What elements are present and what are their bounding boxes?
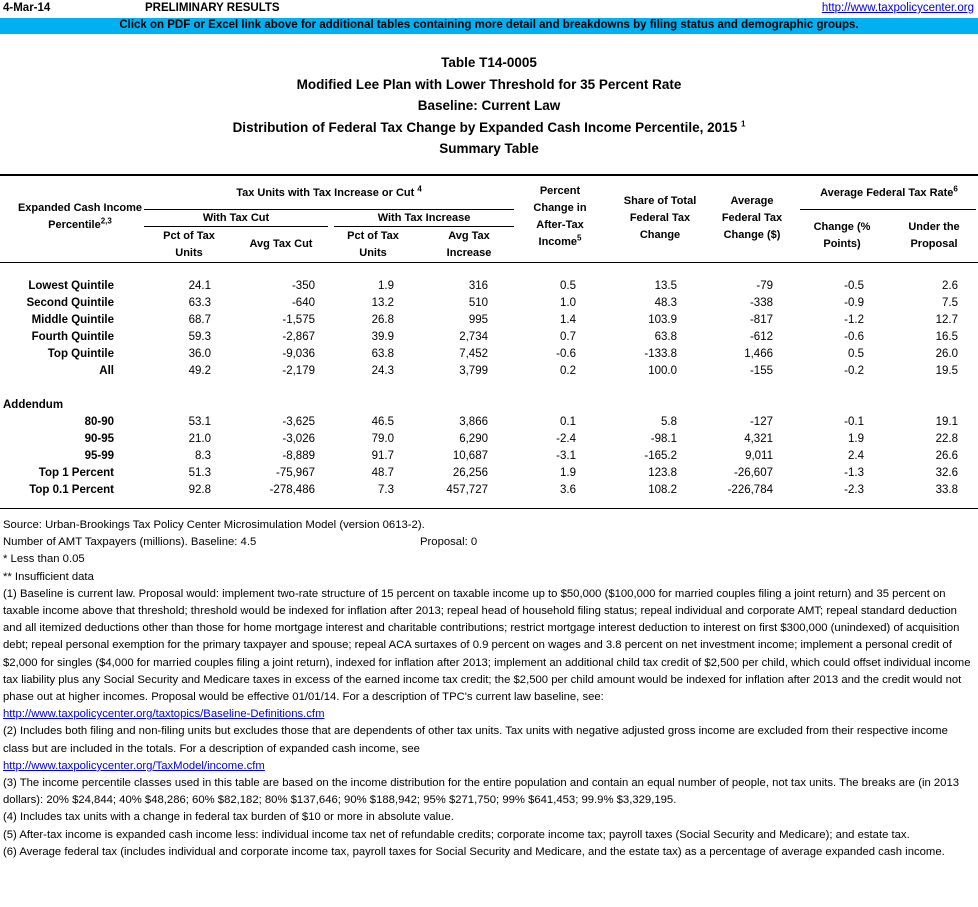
row-label: Second Quintile	[26, 297, 114, 309]
cell-value: 9,011	[745, 450, 773, 462]
site-link[interactable]: http://www.taxpolicycenter.org	[821, 2, 974, 14]
addendum-section	[0, 380, 958, 414]
cell-value: 3,866	[459, 416, 488, 428]
table-titles	[0, 52, 978, 160]
col-income-line2	[0, 217, 160, 234]
table-row	[0, 329, 958, 346]
footnote-6: (6) Average federal tax (includes individual and corporate income tax, payroll taxes for Social Security and Medicare, and the estate tax) as a percentage of average expanded cash income.	[3, 845, 945, 858]
row-label: 80-90	[84, 416, 114, 428]
table-row	[0, 465, 958, 482]
share-line2: Federal Tax	[629, 212, 691, 224]
table-row	[0, 295, 958, 312]
table-row	[0, 278, 958, 295]
cell-value: 51.3	[188, 467, 211, 479]
share-header	[608, 193, 712, 244]
cell-value: 1.9	[378, 280, 394, 292]
baseline-link[interactable]: http://www.taxpolicycenter.org/taxtopics/Baseline-Definitions.cfm	[3, 708, 325, 721]
cell-value: 995	[468, 314, 488, 326]
cell-value: 32.6	[935, 467, 958, 479]
distribution-title	[0, 117, 978, 139]
group1-text: Tax Units with Tax Increase or Cut	[236, 187, 415, 199]
cell-value: 53.1	[188, 416, 211, 428]
rate-rule	[800, 209, 976, 210]
rate-group-sup: 6	[953, 184, 958, 194]
cell-value: -2.4	[556, 433, 576, 445]
col-income-sup: 2,3	[100, 216, 112, 226]
cell-value: 19.5	[935, 365, 958, 377]
pct-cut-line1: Pct of Tax	[163, 230, 215, 242]
amt-baseline: Number of AMT Taxpayers (millions). Baseline: 4.5	[3, 536, 257, 549]
cell-value: 13.5	[654, 280, 677, 292]
info-banner	[0, 18, 978, 34]
rate-change-header	[800, 219, 884, 253]
row-label: Fourth Quintile	[31, 331, 114, 343]
cell-value: 92.8	[188, 484, 211, 496]
cell-value: 3.6	[560, 484, 576, 496]
cell-value: -612	[749, 331, 773, 343]
share-line1: Share of Total	[623, 195, 697, 207]
cell-value: 91.7	[371, 450, 394, 462]
under-proposal-line1: Under the	[908, 221, 960, 233]
row-label: Middle Quintile	[31, 314, 114, 326]
cell-value: -278,486	[269, 484, 315, 496]
cell-value: 16.5	[935, 331, 958, 343]
addendum-row	[0, 397, 958, 414]
status-label: PRELIMINARY RESULTS	[145, 2, 280, 14]
baseline-title: Baseline: Current Law	[417, 98, 561, 113]
cell-value: -0.9	[844, 297, 864, 309]
spacer-row	[0, 380, 958, 397]
header-bottom-rule	[0, 262, 978, 263]
row-label: All	[99, 365, 114, 377]
cell-value: -1,575	[282, 314, 315, 326]
cell-value: 1.4	[560, 314, 576, 326]
pct-cut-header	[144, 228, 234, 262]
group1-header	[144, 185, 514, 202]
share-line3: Change	[639, 229, 681, 241]
cell-value: 103.9	[648, 314, 677, 326]
cell-value: 63.8	[371, 348, 394, 360]
cell-value: -155	[749, 365, 773, 377]
insufficient-note: ** Insufficient data	[3, 570, 94, 583]
top-bar	[0, 0, 978, 17]
addendum-rows	[0, 414, 958, 499]
cell-value: -0.1	[844, 416, 864, 428]
rate-group-header	[800, 185, 978, 202]
cell-value: 36.0	[188, 348, 211, 360]
cell-value: 510	[468, 297, 488, 309]
cell-value: 108.2	[648, 484, 677, 496]
notes-section	[3, 517, 975, 861]
cell-value: -2.3	[844, 484, 864, 496]
summary-title: Summary Table	[439, 141, 539, 156]
cell-value: -75,967	[275, 467, 315, 479]
pct-change-sup: 5	[577, 233, 582, 243]
cell-value: -9,036	[282, 348, 315, 360]
footnote-1: (1) Baseline is current law. Proposal would: implement two-rate structure of 15 percent on taxable income up to $50,000 ($100,000 for married couples filing a joint return) and 35 percent on taxable income above that threshold; threshold would be indexed for inflation after 2013; repeal head of household filing status; repeal individual and corporate AMT; repeal standard deduction and all itemized deductions other than those for home mortgage interest and charitable contributions; restrict mortgage interest deduction to interest on first $300,000 (unindexed) of acquisition debt; repeal personal exemption for the primary taxpayer and spouse; repeal ACA surtaxes of 0.9 percent on wages and 3.8 percent on net investment income; implement a personal credit of $2,000 for singles ($4,000 for married couples filing a joint return), indexed for inflation after 2013; implement an additional child tax credit of $2,500 per child, which could offset individual income tax liability plus any Social Security and Medicare taxes in excess of the earned income tax credit; the $2,500 per child amount would be indexed for inflation after 2013 and the credit would not phase out at higher incomes. Proposal would be effective 01/01/14. For a description of TPC's current law baseline, see:	[3, 587, 971, 704]
main-rows	[0, 278, 958, 380]
pct-change-line3: After-Tax	[536, 219, 584, 231]
banner-text: Click on PDF or Excel link above for additional tables containing more detail and breakdowns by filing status and demographic groups.	[119, 19, 859, 31]
cell-value: 1.0	[560, 297, 576, 309]
col-income-line2-text: Percentile	[48, 219, 101, 231]
cell-value: -98.1	[650, 433, 677, 445]
cell-value: 7.3	[378, 484, 394, 496]
cell-value: 8.3	[195, 450, 211, 462]
cell-value: 79.0	[371, 433, 394, 445]
cell-value: 22.8	[935, 433, 958, 445]
cell-value: 13.2	[371, 297, 394, 309]
cell-value: 2,734	[459, 331, 488, 343]
cell-value: -640	[291, 297, 315, 309]
cell-value: 26.6	[935, 450, 958, 462]
cell-value: 26,256	[452, 467, 488, 479]
table-row	[0, 431, 958, 448]
rate-change-line1: Change (%	[813, 221, 871, 233]
cell-value: 10,687	[452, 450, 488, 462]
row-label: 95-99	[84, 450, 114, 462]
cell-value: -165.2	[644, 450, 677, 462]
cell-value: -1.2	[844, 314, 864, 326]
cell-value: -2,867	[282, 331, 315, 343]
cell-value: 33.8	[935, 484, 958, 496]
cell-value: 26.8	[371, 314, 394, 326]
addendum-label: Addendum	[3, 399, 64, 411]
cell-value: 1.9	[848, 433, 864, 445]
report-date: 4-Mar-14	[3, 2, 51, 14]
avg-inc-header	[424, 228, 514, 262]
pct-change-line1: Percent	[539, 185, 581, 197]
distribution-title-text: Distribution of Federal Tax Change by Expanded Cash Income Percentile, 2015	[232, 119, 738, 135]
cell-value: 1.9	[560, 467, 576, 479]
cell-value: -127	[749, 416, 773, 428]
footnote-3: (3) The income percentile classes used in this table are based on the income distribution for the entire population and contain an equal number of people, not tax units. The breaks are (in 2013 dollars): 20% $24,844; 40% $48,286; 60% $82,182; 80% $137,646; 90% $188,942; 95% $271,750; 99% $641,453; 99.9% $3,329,195.	[3, 777, 960, 807]
pct-change-header	[520, 183, 600, 251]
pct-inc-line1: Pct of Tax	[347, 230, 399, 242]
footnote-2: (2) Includes both filing and non-filing units but excludes those that are dependents of other tax units. Tax units with negative adjusted gross income are excluded from their respective income class but are included in the totals. For a description of expanded cash income, see	[3, 725, 948, 755]
rate-change-line2: Points)	[823, 238, 861, 250]
cell-value: 0.5	[560, 280, 576, 292]
cell-value: -8,889	[282, 450, 315, 462]
cell-value: 19.1	[935, 416, 958, 428]
cell-value: 21.0	[188, 433, 211, 445]
cell-value: 100.0	[648, 365, 677, 377]
footnote-4: (4) Includes tax units with a change in federal tax burden of $10 or more in absolute value.	[3, 811, 454, 824]
pct-cut-line2: Units	[175, 247, 203, 259]
distribution-title-sup: 1	[740, 119, 746, 128]
cell-value: -817	[749, 314, 773, 326]
avg-change-line2: Federal Tax	[721, 212, 783, 224]
table-title: Modified Lee Plan with Lower Threshold for 35 Percent Rate	[296, 76, 682, 92]
cell-value: -350	[291, 280, 315, 292]
cell-value: 24.1	[188, 280, 211, 292]
cell-value: 39.9	[371, 331, 394, 343]
data-table	[0, 278, 958, 499]
pct-change-line4-text: Income	[538, 236, 578, 248]
cell-value: -26,607	[733, 467, 773, 479]
pct-change-line4	[520, 234, 600, 251]
cell-value: 46.5	[371, 416, 394, 428]
table-row	[0, 448, 958, 465]
cell-value: 0.7	[560, 331, 576, 343]
table-bottom-rule	[0, 508, 978, 509]
cell-value: -79	[756, 280, 773, 292]
amt-proposal: Proposal: 0	[420, 536, 478, 549]
table-row	[0, 363, 958, 380]
row-label: Top 0.1 Percent	[29, 484, 114, 496]
pct-inc-header	[334, 228, 412, 262]
amt-note	[3, 534, 975, 551]
col-income-header	[0, 200, 160, 234]
table-row	[0, 414, 958, 431]
cell-value: 1,466	[744, 348, 773, 360]
cell-value: -133.8	[644, 348, 677, 360]
cell-value: -0.6	[844, 331, 864, 343]
cell-value: 63.3	[188, 297, 211, 309]
cell-value: 48.7	[371, 467, 394, 479]
table-row	[0, 482, 958, 499]
cell-value: -3.1	[556, 450, 576, 462]
table-number: Table T14-0005	[441, 55, 537, 70]
cell-value: 457,727	[446, 484, 488, 496]
cell-value: 316	[468, 280, 488, 292]
cell-value: 59.3	[188, 331, 211, 343]
col-income-line1: Expanded Cash Income	[17, 202, 143, 214]
table-row	[0, 346, 958, 363]
cut-header: With Tax Cut	[202, 212, 270, 224]
row-label: Top 1 Percent	[38, 467, 114, 479]
cell-value: -0.2	[844, 365, 864, 377]
cell-value: -3,026	[282, 433, 315, 445]
avg-change-header	[710, 193, 794, 244]
header-top-rule	[0, 174, 978, 176]
cell-value: 63.8	[654, 331, 677, 343]
inc-header: With Tax Increase	[377, 212, 471, 224]
cell-value: 0.2	[560, 365, 576, 377]
rate-group-text: Average Federal Tax Rate	[820, 187, 954, 199]
cell-value: 26.0	[935, 348, 958, 360]
cell-value: 7,452	[459, 348, 488, 360]
row-label: Lowest Quintile	[28, 280, 114, 292]
cell-value: -0.6	[556, 348, 576, 360]
source-note: Source: Urban-Brookings Tax Policy Center Microsimulation Model (version 0613-2).	[3, 519, 425, 531]
cell-value: -338	[749, 297, 773, 309]
cell-value: 24.3	[371, 365, 394, 377]
cell-value: 123.8	[648, 467, 677, 479]
cell-value: 0.5	[848, 348, 864, 360]
cell-value: 5.8	[661, 416, 677, 428]
row-label: Top Quintile	[47, 348, 114, 360]
cell-value: -0.5	[844, 280, 864, 292]
cell-value: -1.3	[844, 467, 864, 479]
cell-value: 12.7	[935, 314, 958, 326]
avg-cut-header: Avg Tax Cut	[249, 238, 313, 250]
row-label: 90-95	[84, 433, 114, 445]
footnote-5: (5) After-tax income is expanded cash income less: individual income tax net of refundable credits; corporate income tax; payroll taxes (Social Security and Medicare); and estate tax.	[3, 828, 910, 841]
pct-change-line2: Change in	[533, 202, 587, 214]
table-row	[0, 312, 958, 329]
cell-value: -2,179	[282, 365, 315, 377]
cell-value: 2.4	[848, 450, 864, 462]
avg-change-line3: Change ($)	[723, 229, 781, 241]
cell-value: 4,321	[744, 433, 773, 445]
cell-value: 6,290	[459, 433, 488, 445]
avg-inc-line1: Avg Tax	[448, 230, 490, 242]
cell-value: -226,784	[727, 484, 773, 496]
cell-value: 0.1	[560, 416, 576, 428]
less-note: * Less than 0.05	[3, 553, 85, 566]
avg-change-line1: Average	[730, 195, 774, 207]
pct-inc-line2: Units	[359, 247, 387, 259]
cell-value: 49.2	[188, 365, 211, 377]
cell-value: 3,799	[459, 365, 488, 377]
cell-value: 7.5	[942, 297, 958, 309]
group1-sup: 4	[417, 184, 422, 194]
cell-value: 48.3	[654, 297, 677, 309]
under-proposal-header	[890, 219, 978, 253]
under-proposal-line2: Proposal	[910, 238, 958, 250]
cell-value: 68.7	[188, 314, 211, 326]
cell-value: -3,625	[282, 416, 315, 428]
avg-inc-line2: Increase	[446, 247, 492, 259]
cell-value: 2.6	[942, 280, 958, 292]
income-link[interactable]: http://www.taxpolicycenter.org/TaxModel/income.cfm	[3, 759, 265, 772]
